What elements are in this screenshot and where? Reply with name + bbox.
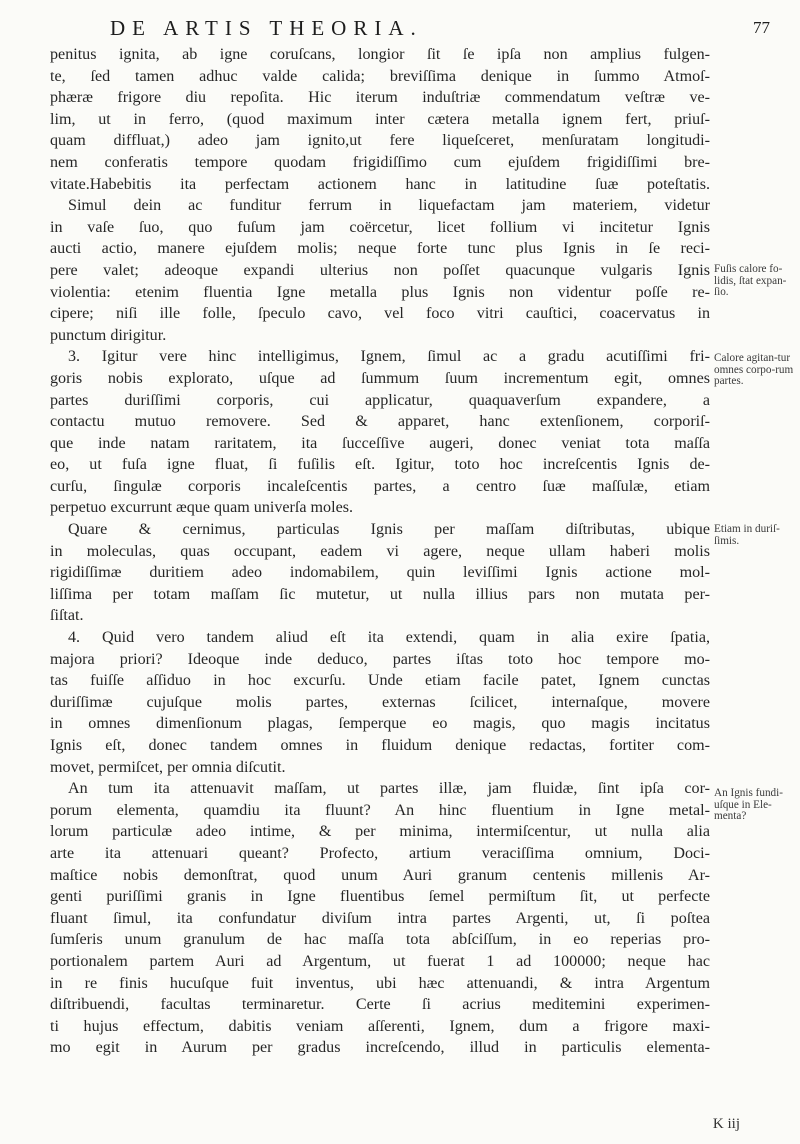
text-line: porum elementa, quamdiu ita fluunt? An hinc fluentium in Igne metal- bbox=[50, 801, 710, 819]
text-line: ſiſtat. bbox=[50, 607, 84, 625]
text-line: partes duriſſimi corporis, cui applicatur, quaquaverſum expandere, a bbox=[50, 391, 710, 409]
text-line: liſſima per totam maſſam ſic mutetur, ut nulla illius pars non mutata per- bbox=[50, 585, 710, 603]
text-line: movet, permiſcet, per omnia diſcutit. bbox=[50, 758, 286, 776]
signature-mark: K iij bbox=[712, 1116, 740, 1132]
text-line: que inde natam raritatem, ita ſucceſſive augeri, donec veniat tota maſſa bbox=[50, 434, 710, 452]
text-line: tas fuiſſe aſſiduo in hoc excurſu. Unde etiam facile patet, Ignem cunctas bbox=[50, 672, 710, 690]
text-line: portionalem partem Auri ad Argentum, ut fuerat 1 ad 100000; neque hac bbox=[50, 952, 710, 970]
margin-note: Fuſis calore fo-lidis, ſtat expan-ſio. bbox=[714, 263, 787, 298]
margin-note: An Ignis fundi-uſque in Ele-menta? bbox=[714, 787, 783, 822]
text-line: contactu mutuo removere. Sed & apparet, hanc extenſionem, corporiſ- bbox=[50, 413, 710, 431]
margin-note: Etiam in duriſ-ſimis. bbox=[714, 523, 780, 547]
margin-note: Calore agitan-tur omnes corpo-rum partes. bbox=[714, 352, 794, 387]
text-line: in vaſe ſuo, quo fuſum jam coërcetur, licet follium vi incitetur Ignis bbox=[50, 218, 710, 236]
text-line: mo egit in Aurum per gradus increſcendo, illud in particulis elementa- bbox=[50, 1039, 710, 1057]
text-line: ti hujus effectum, dabitis veniam aſſerenti, Ignem, dum a frigore maxi- bbox=[50, 1017, 710, 1035]
text-line: punctum dirigitur. bbox=[50, 326, 167, 344]
text-line: 4. Quid vero tandem aliud eſt ita extendi, quam in alia exire ſpatia, bbox=[68, 629, 710, 647]
text-line: An tum ita attenuavit maſſam, ut partes illæ, jam fluidæ, ſint ipſa cor- bbox=[68, 780, 710, 798]
text-line: violentia: etenim fluentia Igne metalla plus Ignis non videntur poſſe re- bbox=[50, 283, 710, 301]
text-line: eo, ut fuſa igne fluat, ſi fuſilis eſt. Igitur, toto hoc increſcentis Ignis de- bbox=[50, 456, 710, 474]
text-line: fluant ſimul, ita confundatur diviſum intra partes Argenti, ut, ſi poſtea bbox=[50, 909, 710, 927]
text-line: Simul dein ac funditur ferrum in liquefactam jam materiem, videtur bbox=[68, 197, 710, 215]
text-line: duriſſimæ cujuſque molis partes, externas ſcilicet, internaſque, movere bbox=[50, 693, 710, 711]
text-line: curſu, ſingulæ corporis incaleſcentis partes, a centro ſuæ maſſulæ, etiam bbox=[50, 477, 710, 495]
text-line: quam diffluat,) adeo jam ignito,ut fere liqueſceret, menſuratam longitudi- bbox=[50, 132, 710, 150]
text-line: cipere; niſi ille folle, ſpeculo cavo, vel foco vitri cauſtici, coacervatus in bbox=[50, 305, 710, 323]
body-text bbox=[50, 44, 710, 1059]
text-line: ſumſeris unum granulum de hac maſſa tota abſciſſum, in eo reperias pro- bbox=[50, 931, 710, 949]
text-line: maſtice nobis demonſtrat, quod unum Auri granum centenis millenis Ar- bbox=[50, 866, 710, 884]
text-line: in re finis hucuſque fuit inventus, ubi hæc attenuandi, & intra Argentum bbox=[50, 974, 710, 992]
page-header bbox=[90, 16, 770, 46]
text-line: Quare & cernimus, particulas Ignis per maſſam diſtributas, ubique bbox=[68, 521, 710, 539]
text-line: pere valet; adeoque expandi ulterius non poſſet quacunque vulgaris Ignis bbox=[50, 261, 710, 279]
text-line: in omnes dimenſionum plagas, ſemperque eo magis, quo magis incitatus bbox=[50, 715, 710, 733]
text-line: goris nobis explorato, uſque ad ſummum ſuum incrementum egit, omnes bbox=[50, 369, 710, 387]
page-number: 77 bbox=[753, 18, 770, 37]
text-line: majora priori? Ideoque inde deduco, partes iſtas toto hoc tempore mo- bbox=[50, 650, 710, 668]
text-line: lorum particulæ adeo intime, & per minima, intermiſcentur, ut nulla alia bbox=[50, 823, 710, 841]
text-line: penitus ignita, ab igne coruſcans, longior ſit ſe ipſa non amplius fulgen- bbox=[50, 46, 710, 63]
text-line: phæræ frigore diu repoſita. Hic iterum induſtriæ commendatum veſtræ ve- bbox=[50, 89, 710, 107]
text-line: aucti actio, manere ejuſdem molis; neque forte tunc plus Ignis in ſe reci- bbox=[50, 240, 710, 258]
text-line: in moleculas, quas occupant, eadem vi agere, neque ullam haberi molis bbox=[50, 542, 710, 560]
text-line: lim, ut in ferro, (quod maximum inter cætera metalla ignem fert, priuſ- bbox=[50, 110, 710, 128]
text-line: rigidiſſimæ duritiem adeo indomabilem, quin leviſſimi Ignis actione mol- bbox=[50, 564, 710, 582]
text-line: vitate.Habebitis ita perfectam actionem hanc in latitudine ſuæ poteſtatis. bbox=[50, 175, 710, 193]
text-line: 3. Igitur vere hinc intelligimus, Ignem, ſimul ac a gradu acutiſſimi fri- bbox=[68, 348, 710, 366]
text-line: te, ſed tamen adhuc valde calida; breviſſima denique in ſummo Atmoſ- bbox=[50, 67, 710, 85]
text-line: arte ita attenuari queant? Profecto, artium veraciſſima omnium, Doci- bbox=[50, 844, 710, 862]
text-line: genti puriſſimi granis in Igne fluentibus ſemel permiſtum ſit, ut perfecte bbox=[50, 888, 710, 906]
text-line: perpetuo excurrunt æque quam univerſa moles. bbox=[50, 499, 354, 517]
text-line: diſtribuendi, facultas terminaretur. Certe ſi acrius meditemini experimen- bbox=[50, 996, 710, 1014]
text-line: nem conferatis tempore quodam frigidiſſimo cum ejuſdem frigidiſſimi bre- bbox=[50, 153, 710, 171]
text-line: Ignis eſt, donec tandem omnes in fluidum denique redactas, fortiter com- bbox=[50, 737, 710, 754]
running-title: DE ARTIS THEORIA. bbox=[110, 16, 423, 40]
